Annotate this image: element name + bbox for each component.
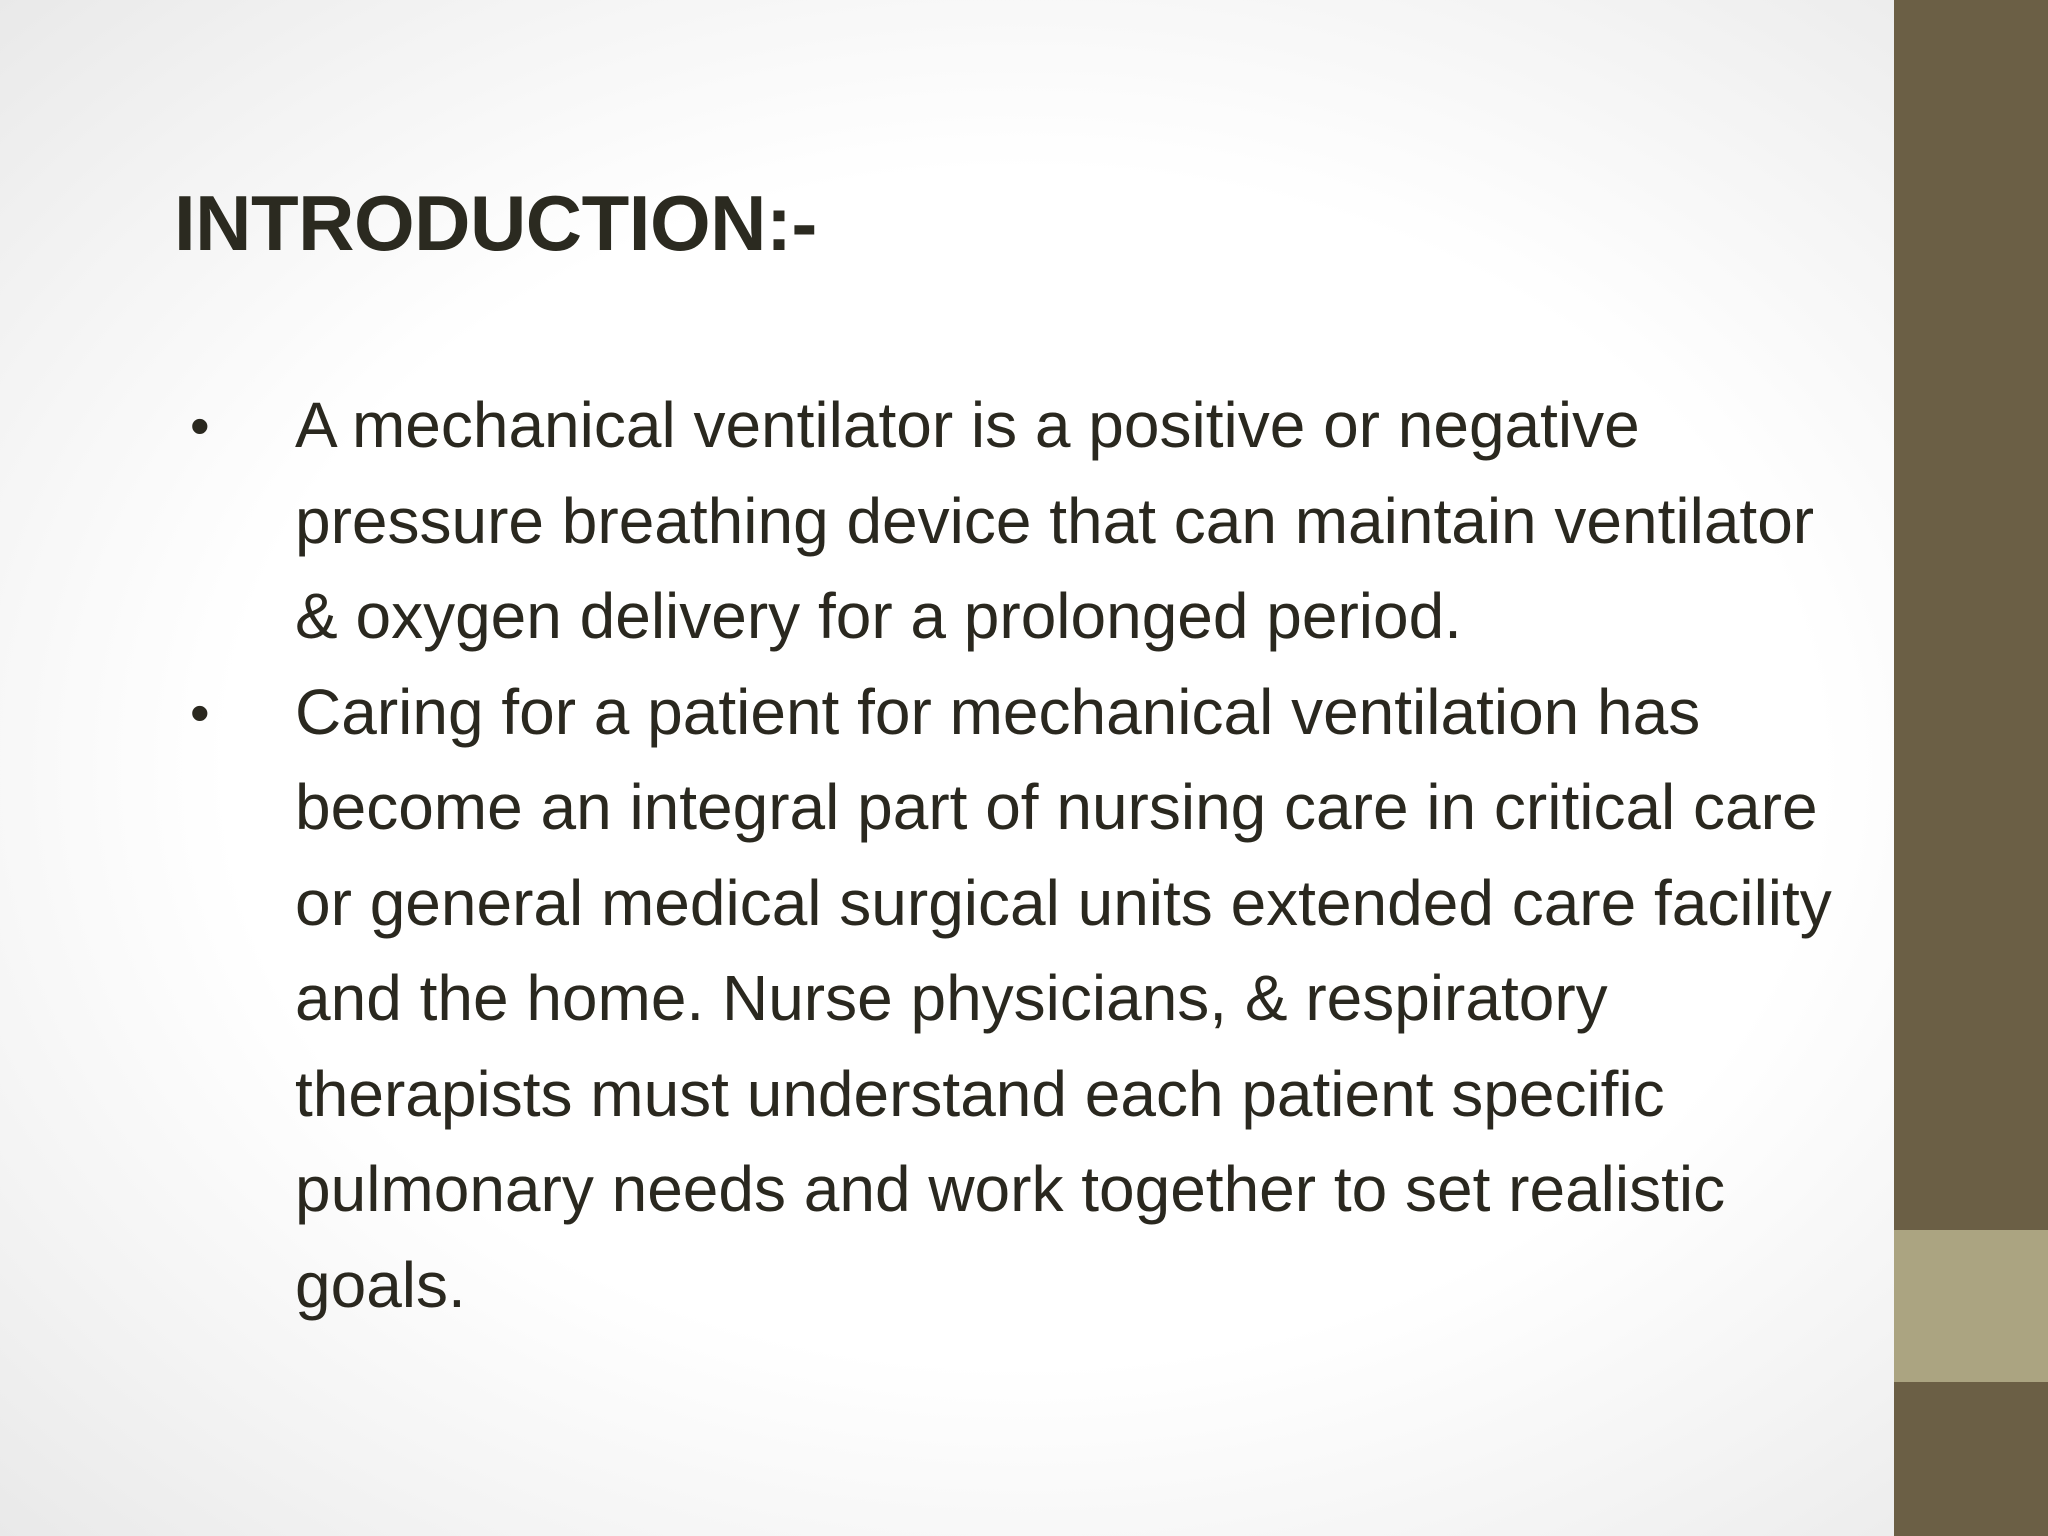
slide-title: INTRODUCTION:- — [174, 179, 817, 267]
bullet-dot-icon: • — [190, 680, 210, 744]
bullet-text: Caring for a patient for mechanical ventilation has become an integral part of nursing care in critical care or general medical surgical units extended care facility and the home. Nurse physicians, & respiratory therapists must understand each patient specific pulmonary needs and work together to set realistic goals. — [295, 675, 1832, 1321]
bullet-list — [0, 378, 1880, 1333]
bullet-dot-icon: • — [190, 394, 210, 457]
bullet-item-1 — [0, 378, 1880, 665]
decorative-side-bar-accent — [1894, 1230, 2048, 1382]
bullet-item-2 — [0, 665, 1880, 1334]
bullet-text: A mechanical ventilator is a positive or negative pressure breathing device that can maintain ventilator & oxygen delivery for a prolonged period. — [295, 389, 1815, 652]
